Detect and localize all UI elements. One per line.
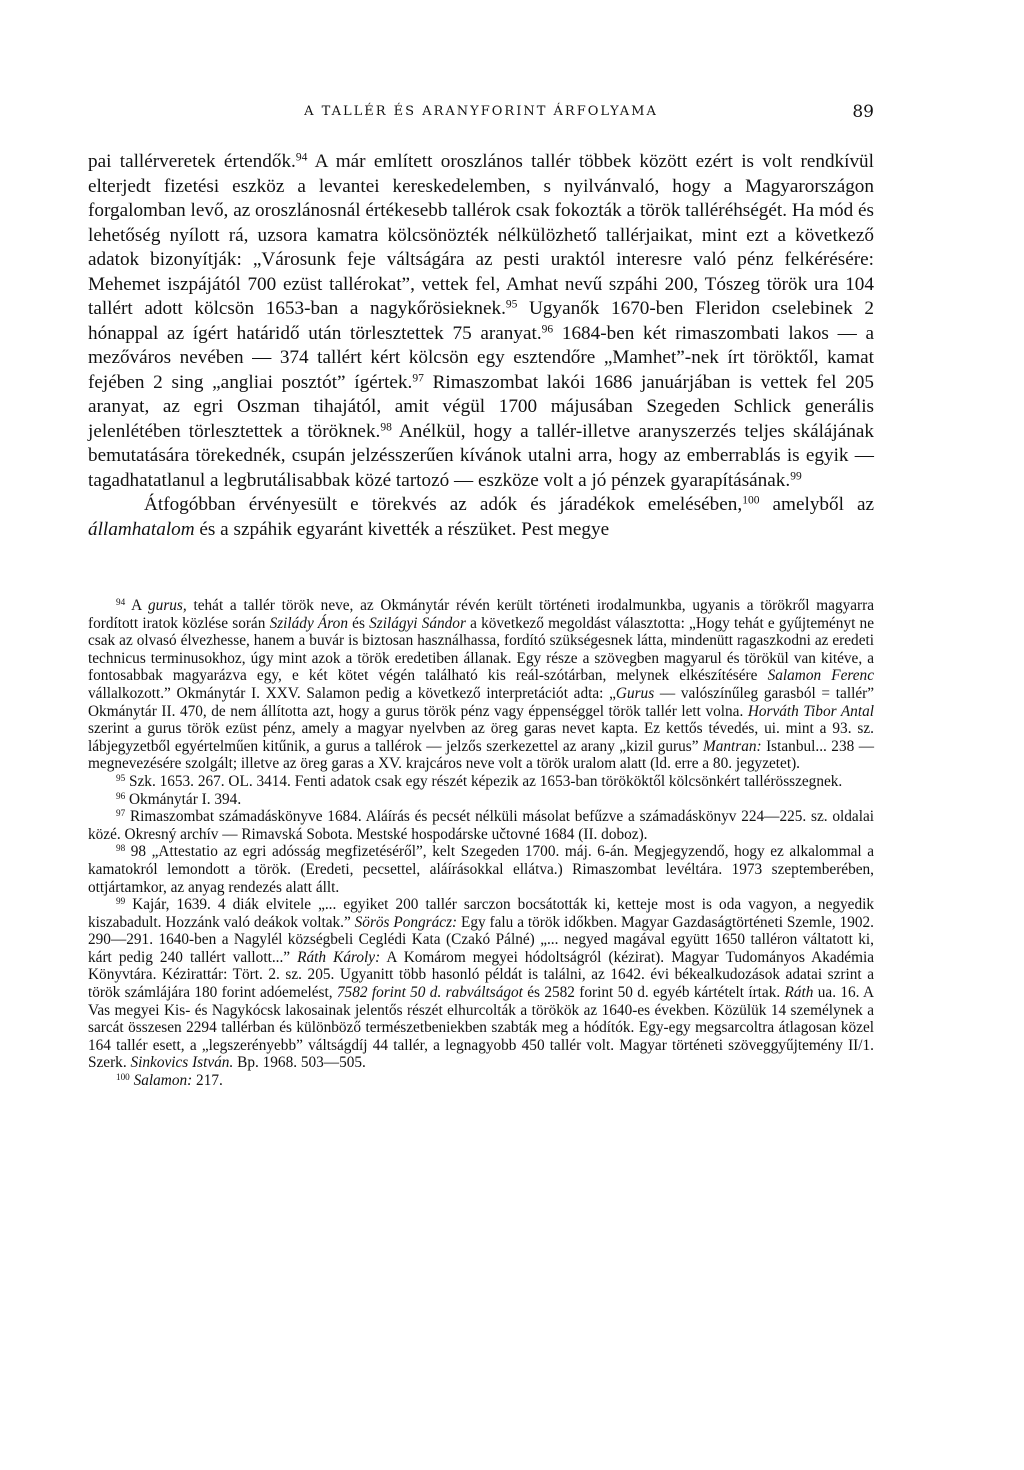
text-run: Istanbul... 238 — megnevezésére szolgált; illetve az öreg garas a XV. krajcáros neve volt a török uralom alatt (ld. erre a 80. jegyzetet). <box>88 737 874 773</box>
text-run: Átfogóbban érvényesült e törekvés az adók és járadékok emelésében, <box>144 494 743 515</box>
footnote-97 <box>88 808 874 843</box>
footnote-98 <box>88 843 874 896</box>
text-run: ua. 16. A Vas megyei Kis- és Nagykócsk lakosainak jelentős részét elhurcolták a törökök az 1640-es években. Közülük 14 személynek a sarcát összesen 2294 tallérban és különböző természetbeniekben szabták meg a hódítók. Egy-egy megsarcoltra átlagosan közel 164 tallér esett, a „legszerényebb” váltságdíj 44 tallér, a legnagyobb 450 tallér volt. Magyar történeti szöveggyűjtemény II/1. Szerk. <box>88 984 875 1072</box>
author-name: Horváth Tibor Antal <box>747 702 874 720</box>
footnote-ref-99: 99 <box>790 470 802 483</box>
paragraph <box>88 150 874 493</box>
author-name: Sinkovics István. <box>130 1054 234 1072</box>
footnote-94 <box>88 597 874 773</box>
text-run: A már említett oroszlános tallér többek között ezért is volt rendkívül elterjedt fizetési eszköz a levantei kereskedelemben, s nyilvánvaló, hogy a Magyarországon forgalomban levő, az oroszlánosnál értékesebb tallérok csak fokozták a török talléréhségét. Ha mód és lehetőség nyílott rá, uzsora kamatra kölcsönözték nélkülözhető tallérjaikat, mint ezt a következő adatok bizonyítják: „Városunk feje váltságára az pesti uraktól interesre való pénz felkérésére: Mehemet iszpájától 700 ezüst tallérokat”, vettek fel, Amhat nevű szpáhi 200, Tószeg török ura 104 tallért adott kölcsön 1653-ban a nagykőrösieknek. <box>88 151 874 319</box>
italic-term: államhatalom <box>88 518 195 540</box>
text-run: Rimaszombat számadáskönyve 1684. Aláírás és pecsét nélküli másolat befűzve a számadáskönyv 224—225. sz. oldalai közé. Okresný archív — Rimavská Sobota. Mestské hospodárske učtovné 1684 (II. doboz). <box>88 808 874 843</box>
text-run: Okmánytár I. 394. <box>125 790 242 808</box>
text-run: A Komárom megyei hódoltságról (kézirat). Magyar Tudományos Akadémia Könyvtára. Kézirattár: Tört. 2. sz. 205. Ugyanitt több hasonló példát is találni, az 1642. évi békealkudozások adatai szrint a török számlájára 180 forint adóemelést, <box>88 948 875 1002</box>
text-run: Szk. 1653. 267. OL. 3414. Fenti adatok csak egy részét képezik az 1653-ban törököktől kölcsönkért tallérösszegnek. <box>125 772 843 790</box>
text-run: Kajár, 1639. 4 diák elvitele „... egyiket 200 tallér sarczon bocsátották ki, ketteje most is oda vagyon, a negyedik kiszabadult. Hozzánk való deákok voltak.” <box>88 896 874 931</box>
italic-term: Gurus <box>615 684 655 702</box>
text-run: — valószínűleg garasból = tallér” Okmánytár II. 470, de nem állította azt, hogy a gurus török pénz vagy éppenséggel török tallér lett volna. <box>88 684 874 720</box>
text-run: tehát a tallér török neve, az Okmánytár révén került történeti irodalmunkba, ugyanis a törökről magyarra fordított iratok közlése során <box>88 597 875 632</box>
text-run: és <box>347 614 370 632</box>
text-run: Ugyanők 1670-ben Fleridon cselebinek 2 hónappal az ígért határidő után törlesztettek 75 aranyat. <box>88 298 874 344</box>
author-name: Szilágyi Sándor <box>369 614 466 632</box>
page-number: 89 <box>852 102 874 122</box>
author-name: Salamon Ferenc <box>767 667 874 685</box>
main-text <box>88 150 874 542</box>
footnotes <box>88 597 874 1090</box>
text-run: vállalkozott.” Okmánytár I. XXV. Salamon pedig a következő interpretációt adta: „ <box>88 684 616 702</box>
text-run: 98 „Attestatio az egri adósság megfizetéséről”, kelt Szegeden 1700. máj. 6-án. Megjegyzendő, hogy ez alkalommal a kamatokról lemondott a török. (Eredeti, pecsettel, aláírásokkal ellátva.) Rimaszombat levéltára. 1973 szeptemberében, ottjártamkor, az anyag rendezés alatt állt. <box>88 843 874 896</box>
footnote-number: 97 <box>116 808 126 819</box>
footnote-number: 98 <box>116 843 126 854</box>
footnote-ref-95: 95 <box>505 298 518 311</box>
text-run: A <box>125 597 149 614</box>
text-run: 1684-ben két rimaszombati lakos — a mezőváros nevében — 374 tallért kért kölcsön egy esztendőre „Mamhet”-nek írt töröktől, kamat fejében 2 sing „angliai posztót” ígértek. <box>88 322 874 393</box>
running-head <box>88 100 874 124</box>
author-name: Ráth <box>784 984 814 1002</box>
footnote-99 <box>88 896 874 1072</box>
text-run: 217. <box>192 1072 223 1090</box>
footnote-ref-96: 96 <box>541 323 554 336</box>
text-run: a következő megoldást választotta: „Hogy tehát e gyűjteményt ne csak az olvasó élvezhesse, hanem a buvár is biztosan használhassa, fordító szükségesnek látta, mindenütt ragaszkodni az eredeti technicus terminusokhoz, úgy mint azok a török eredetiben állanak. Egy része a szövegben magyarul és törökül van kitéve, a fontosabbak magyarázva egy, e két kötet végén található kis reál-szótárban, melynek elkészítésére <box>88 614 874 685</box>
text-run: Bp. 1968. 503—505. <box>233 1054 366 1072</box>
footnote-ref-97: 97 <box>412 372 424 385</box>
footnote-number: 99 <box>116 896 126 907</box>
footnote-ref-100: 100 <box>742 494 760 507</box>
text-run: szerint a gurus török ezüst pénz, amely a magyar nyelvben az öreg garas nevet kapta. Ez kettős tévedés, ui. mint a 93. sz. lábjegyzetből egyértelműen kitűnik, a gurus a tallérok — jelzős szerkezettel az arany „kizil gurus” <box>88 720 874 755</box>
footnote-number: 100 <box>116 1071 130 1082</box>
footnote-96 <box>88 791 874 809</box>
text-run: és 2582 forint 50 d. egyéb kártételt írtak. <box>522 984 785 1002</box>
footnote-95 <box>88 773 874 791</box>
footnote-100 <box>88 1072 874 1090</box>
text-run: Anélkül, hogy a tallér-illetve aranyszerzés teljes skálájának bemutatására törekednék, csupán jelzésszerűen kívánok utalni arra, hogy az emberrablás is egyik — tagadhatatlanul a legbrutálisabbak közé tartozó — eszköze volt a jó pénzek gyarapításának. <box>88 420 874 491</box>
paragraph <box>88 493 874 542</box>
footnote-number: 95 <box>116 772 126 783</box>
text-run: pai tallérveretek értendők. <box>88 151 296 172</box>
italic-term: gurus, <box>148 597 187 614</box>
footnote-ref-98: 98 <box>380 421 392 434</box>
italic-term: 7582 forint 50 d. rabváltságot <box>336 984 523 1002</box>
author-name: Szilády Áron <box>269 614 348 632</box>
author-name: Mantran: <box>702 737 762 755</box>
author-name: Sörös Pongrácz: <box>354 913 458 931</box>
running-title: A TALLÉR ÉS ARANYFORINT ÁRFOLYAMA <box>304 104 658 119</box>
author-name: Ráth Károly: <box>297 948 381 966</box>
text-run: Rimaszombat lakói 1686 januárjában is vettek fel 205 aranyat, az egri Oszman tihajától, amit végül 1700 májusában Szegeden Schlick generális jelenlétében törlesztettek a töröknek. <box>88 371 874 442</box>
footnote-ref-94: 94 <box>295 151 308 164</box>
text-run: Egy falu a török időkben. Magyar Gazdaságtörténeti Szemle, 1902. 290—291. 1640-ben a Nagylél községbeli Ceglédi Kata (Czakó Pálné) „... negyed magával együtt 1650 talléron váltatott ki, kárt pedig 240 tallért vallott...” <box>88 913 874 966</box>
footnote-number: 96 <box>116 790 126 801</box>
text-run: és a szpáhik egyaránt kivették a részüket. Pest megye <box>194 518 610 540</box>
author-name: Salamon: <box>129 1072 193 1090</box>
text-run: amelyből az <box>759 494 874 515</box>
footnote-number: 94 <box>116 596 126 607</box>
